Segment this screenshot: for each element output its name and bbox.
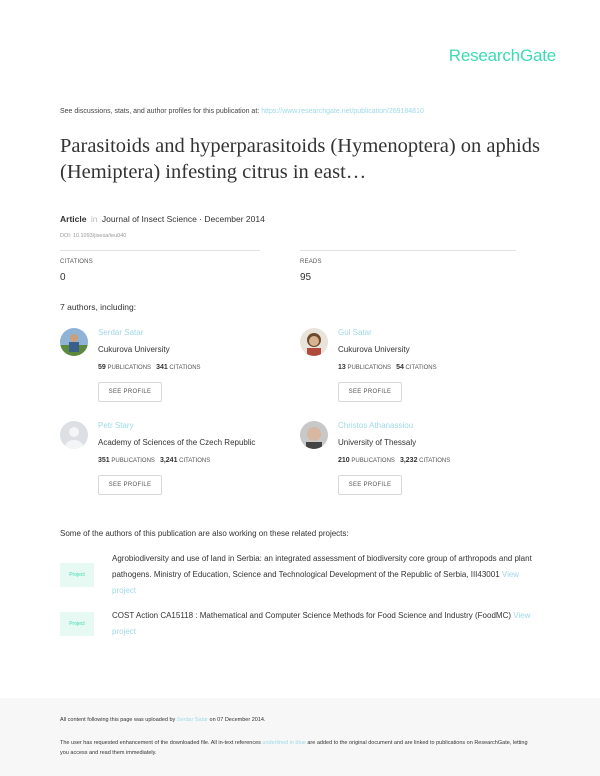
author-institution: Academy of Sciences of the Czech Republic [98, 438, 256, 447]
author-card [300, 421, 540, 501]
uploader-link[interactable]: Serdar Satar [176, 717, 208, 723]
reads-label: READS [300, 259, 322, 265]
in-separator: in [90, 214, 98, 224]
see-profile-button[interactable]: SEE PROFILE [98, 382, 162, 402]
citations-label: CITATIONS [179, 458, 211, 464]
publications-label: PUBLICATIONS [347, 365, 392, 371]
related-projects-heading: Some of the authors of this publication are also working on these related projects: [60, 529, 349, 538]
author-card [60, 328, 300, 408]
project-title: COST Action CA15118 : Mathematical and Computer Science Methods for Food Science and Industry (FoodMC) [112, 611, 512, 620]
reads-value: 95 [300, 272, 312, 283]
discussions-text: See discussions, stats, and author profiles for this publication at: [60, 108, 260, 115]
author-name-link[interactable]: Petr Stary [98, 421, 134, 430]
discussions-note [60, 108, 424, 115]
publication-url-link[interactable]: https://www.researchgate.net/publication/269184810 [261, 108, 424, 115]
author-card [60, 421, 300, 501]
publication-count: 13 [338, 364, 346, 371]
authors-heading: 7 authors, including: [60, 302, 137, 312]
author-name-link[interactable]: Gul Satar [338, 328, 372, 337]
author-stats [338, 364, 437, 371]
journal-date: Journal of Insect Science · December 2014 [101, 214, 265, 224]
doi: DOI: 10.1093/jisesa/ieu040 [60, 233, 127, 239]
publication-count: 59 [98, 364, 106, 371]
project-badge[interactable]: Project [60, 612, 94, 636]
project-badge[interactable]: Project [60, 563, 94, 587]
avatar[interactable] [300, 328, 328, 356]
enhancement-notice [60, 738, 530, 758]
default-avatar-icon[interactable] [60, 421, 88, 449]
project-title: Agrobiodiversity and use of land in Serbia: an integrated assessment of biodiversity core group of arthropods and plant pathogens. Ministry of Education, Science and Technological Development of the Republic of Serbia, III43001 [112, 554, 532, 579]
publications-label: PUBLICATIONS [111, 458, 155, 464]
publications-label: PUBLICATIONS [351, 458, 395, 464]
notice-prefix: The user has requested enhancement of the downloaded file. All in-text references [60, 740, 261, 746]
upload-prefix: All content following this page was uploaded by [60, 717, 176, 723]
avatar[interactable] [300, 421, 328, 449]
publication-count: 210 [338, 457, 350, 464]
view-project-link[interactable]: View project [112, 611, 531, 636]
citations-label: CITATIONS [419, 458, 451, 464]
project-description [112, 608, 542, 640]
publication-meta [60, 214, 265, 224]
upload-suffix: on 07 December 2014. [209, 717, 266, 723]
author-card [300, 328, 540, 408]
avatar[interactable] [60, 328, 88, 356]
author-institution: Cukurova University [98, 345, 170, 354]
project-item [60, 608, 540, 642]
view-project-link[interactable]: View project [112, 570, 520, 595]
citation-count: 54 [396, 364, 404, 371]
publications-label: PUBLICATIONS [107, 365, 152, 371]
researchgate-logo[interactable]: ResearchGate [448, 46, 556, 65]
citation-count: 3,232 [399, 457, 418, 464]
see-profile-button[interactable]: SEE PROFILE [338, 382, 402, 402]
author-institution: University of Thessaly [338, 438, 417, 447]
see-profile-button[interactable]: SEE PROFILE [98, 475, 162, 495]
author-name-link[interactable]: Christos Athanassiou [338, 421, 414, 430]
divider [300, 250, 516, 251]
see-profile-button[interactable]: SEE PROFILE [338, 475, 402, 495]
underlined-in-blue-link[interactable]: underlined in blue [262, 740, 306, 746]
citations-value: 0 [60, 272, 66, 283]
publication-count: 351 [98, 457, 110, 464]
footer [0, 698, 600, 776]
author-stats [338, 457, 450, 464]
author-stats [98, 364, 201, 371]
author-stats [98, 457, 210, 464]
paper-title: Parasitoids and hyperparasitoids (Hymenoptera) on aphids (Hemiptera) infesting citrus in east… [60, 135, 540, 183]
publication-type: Article [60, 214, 87, 224]
project-description [112, 551, 542, 599]
citations-label: CITATIONS [405, 365, 437, 371]
notice-suffix: are added to the original document and are linked to publications on ResearchGate, letting you access and read them immediately. [60, 740, 528, 756]
author-institution: Cukurova University [338, 345, 410, 354]
upload-note [60, 717, 266, 723]
divider [60, 250, 260, 251]
author-name-link[interactable]: Serdar Satar [98, 328, 144, 337]
citation-count: 3,241 [159, 457, 178, 464]
citation-count: 341 [156, 364, 168, 371]
citations-label: CITATIONS [60, 259, 93, 265]
citations-label: CITATIONS [169, 365, 201, 371]
project-item [60, 551, 540, 601]
